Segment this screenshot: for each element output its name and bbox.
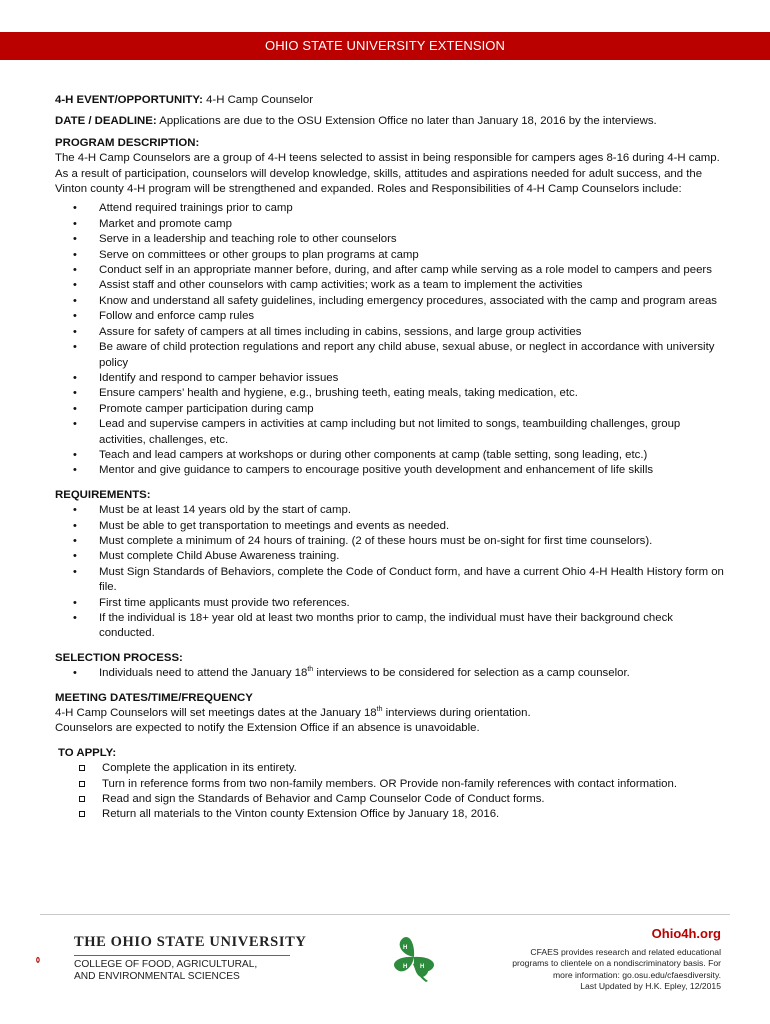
list-item: • Ensure campers’ health and hygiene, e.g., brushing teeth, eating meals, taking medication, etc.: [55, 386, 725, 401]
list-item: • Follow and enforce camp rules: [55, 309, 725, 324]
deadline-value: Applications are due to the OSU Extension Office no later than January 18, 2016 by the interviews.: [159, 115, 657, 128]
selection-text-end: interviews to be considered for selection as a camp counselor.: [313, 667, 630, 680]
header-banner: OHIO STATE UNIVERSITY EXTENSION: [0, 32, 770, 60]
list-item: • Attend required trainings prior to camp: [55, 201, 725, 216]
responsibilities-list: [55, 201, 725, 478]
cfaes-line-2: programs to clientele on a nondiscriminatory basis. For: [512, 958, 721, 969]
cfaes-statement: [491, 947, 721, 993]
selection-list: [55, 666, 725, 681]
meeting-line-1: [55, 706, 725, 721]
university-name: THE OHIO STATE UNIVERSITY: [74, 934, 307, 950]
list-item: • Must be at least 14 years old by the start of camp.: [55, 503, 725, 518]
footer-divider: [40, 914, 730, 915]
list-item: • Must Sign Standards of Behaviors, complete the Code of Conduct form, and have a current Ohio 4-H Health History form on file.: [55, 565, 725, 596]
list-item: • Mentor and give guidance to campers to encourage positive youth development and enhancement of life skills: [55, 463, 725, 478]
apply-section: [58, 746, 725, 823]
meeting-text-end: interviews during orientation.: [382, 707, 531, 720]
list-item: • Must complete Child Abuse Awareness training.: [55, 549, 725, 564]
requirements-list: [55, 503, 725, 642]
event-value: 4-H Camp Counselor: [206, 94, 314, 106]
list-item: • Promote camper participation during camp: [55, 402, 725, 417]
list-item: • Serve in a leadership and teaching role to other counselors: [55, 232, 725, 247]
program-heading: PROGRAM DESCRIPTION:: [55, 136, 200, 149]
meeting-section: [55, 691, 725, 737]
college-line-2: AND ENVIRONMENTAL SCIENCES: [74, 971, 240, 982]
list-item: • Assist staff and other counselors with camp activities; work as a team to implement the activities: [55, 278, 725, 293]
document-body: [55, 93, 725, 829]
ordinal-suffix: th: [307, 666, 314, 674]
site-link[interactable]: Ohio4h.org: [651, 926, 721, 941]
event-line: [55, 93, 725, 108]
event-label: 4-H EVENT/OPPORTUNITY:: [55, 94, 203, 106]
college-name: [74, 959, 257, 983]
selection-section: [55, 651, 725, 682]
checkbox-item: Complete the application in its entirety.: [58, 761, 725, 776]
cfaes-line-1: CFAES provides research and related educational: [530, 947, 721, 957]
meeting-line-2: Counselors are expected to notify the Extension Office if an absence is unavoidable.: [55, 722, 480, 735]
list-item: • Market and promote camp: [55, 217, 725, 232]
svg-text:H: H: [403, 945, 408, 951]
block-o-logo-icon: [36, 930, 70, 990]
requirements-heading: REQUIREMENTS:: [55, 488, 151, 501]
program-text: The 4-H Camp Counselors are a group of 4-H teens selected to assist in being responsible for campers ages 8-16 during 4-H camp. As a result of participation, counselors will develop knowledge, skills, attitudes and aspirations needed for adult success, and the Vinton county 4-H program will be strengthened and expanded. Roles and Responsibilities of 4-H Camp Counselors include:: [55, 152, 720, 196]
list-item: • Lead and supervise campers in activities at camp including but not limited to songs, teambuilding challenges, group activities, challenges, etc.: [55, 417, 725, 448]
list-item: • Teach and lead campers at workshops or during other components at camp (table setting, song leading, etc.): [55, 448, 725, 463]
list-item: • First time applicants must provide two references.: [55, 596, 725, 611]
list-item: • Assure for safety of campers at all times including in cabins, sessions, and large group activities: [55, 325, 725, 340]
svg-text:H: H: [420, 945, 425, 951]
cfaes-line-3: more information: go.osu.edu/cfaesdiversity.: [553, 969, 721, 980]
selection-text: Individuals need to attend the January 18: [99, 667, 308, 680]
list-item: • Know and understand all safety guidelines, including emergency procedures, associated with the camp and program areas: [55, 294, 725, 309]
list-item: [55, 666, 725, 681]
list-item: • Be aware of child protection regulations and report any child abuse, sexual abuse, or neglect in accordance with university policy: [55, 340, 725, 371]
list-item: • Must be able to get transportation to meetings and events as needed.: [55, 519, 725, 534]
list-item: • Must complete a minimum of 24 hours of training. (2 of these hours must be on-sight for first time counselors).: [55, 534, 725, 549]
list-item: • If the individual is 18+ year old at least two months prior to camp, the individual must have their background check conducted.: [55, 611, 725, 642]
last-updated: Last Updated by H.K. Epley, 12/2015: [580, 981, 721, 992]
checkbox-item: Return all materials to the Vinton county Extension Office by January 18, 2016.: [58, 807, 725, 822]
svg-text:H: H: [403, 964, 408, 970]
checkbox-item: Turn in reference forms from two non-family members. OR Provide non-family references with contact information.: [58, 777, 725, 792]
apply-list: [58, 761, 725, 823]
logo-rule: [74, 955, 290, 956]
program-section: [55, 136, 725, 479]
selection-heading: SELECTION PROCESS:: [55, 651, 183, 664]
meeting-text: 4-H Camp Counselors will set meetings dates at the January 18: [55, 707, 377, 720]
list-item: • Serve on committees or other groups to plan programs at camp: [55, 248, 725, 263]
deadline-line: [55, 114, 725, 129]
list-item: • Identify and respond to camper behavior issues: [55, 371, 725, 386]
svg-text:H: H: [420, 964, 425, 970]
apply-heading: TO APPLY:: [58, 746, 117, 759]
checkbox-item: Read and sign the Standards of Behavior and Camp Counselor Code of Conduct forms.: [58, 792, 725, 807]
deadline-label: DATE / DEADLINE:: [55, 115, 157, 128]
4h-clover-icon: [388, 933, 440, 983]
ordinal-suffix: th: [376, 706, 383, 714]
list-item: • Conduct self in an appropriate manner before, during, and after camp while serving as a role model to campers and peers: [55, 263, 725, 278]
college-line-1: COLLEGE OF FOOD, AGRICULTURAL,: [74, 959, 258, 970]
requirements-section: [55, 488, 725, 642]
meeting-heading: MEETING DATES/TIME/FREQUENCY: [55, 691, 253, 704]
